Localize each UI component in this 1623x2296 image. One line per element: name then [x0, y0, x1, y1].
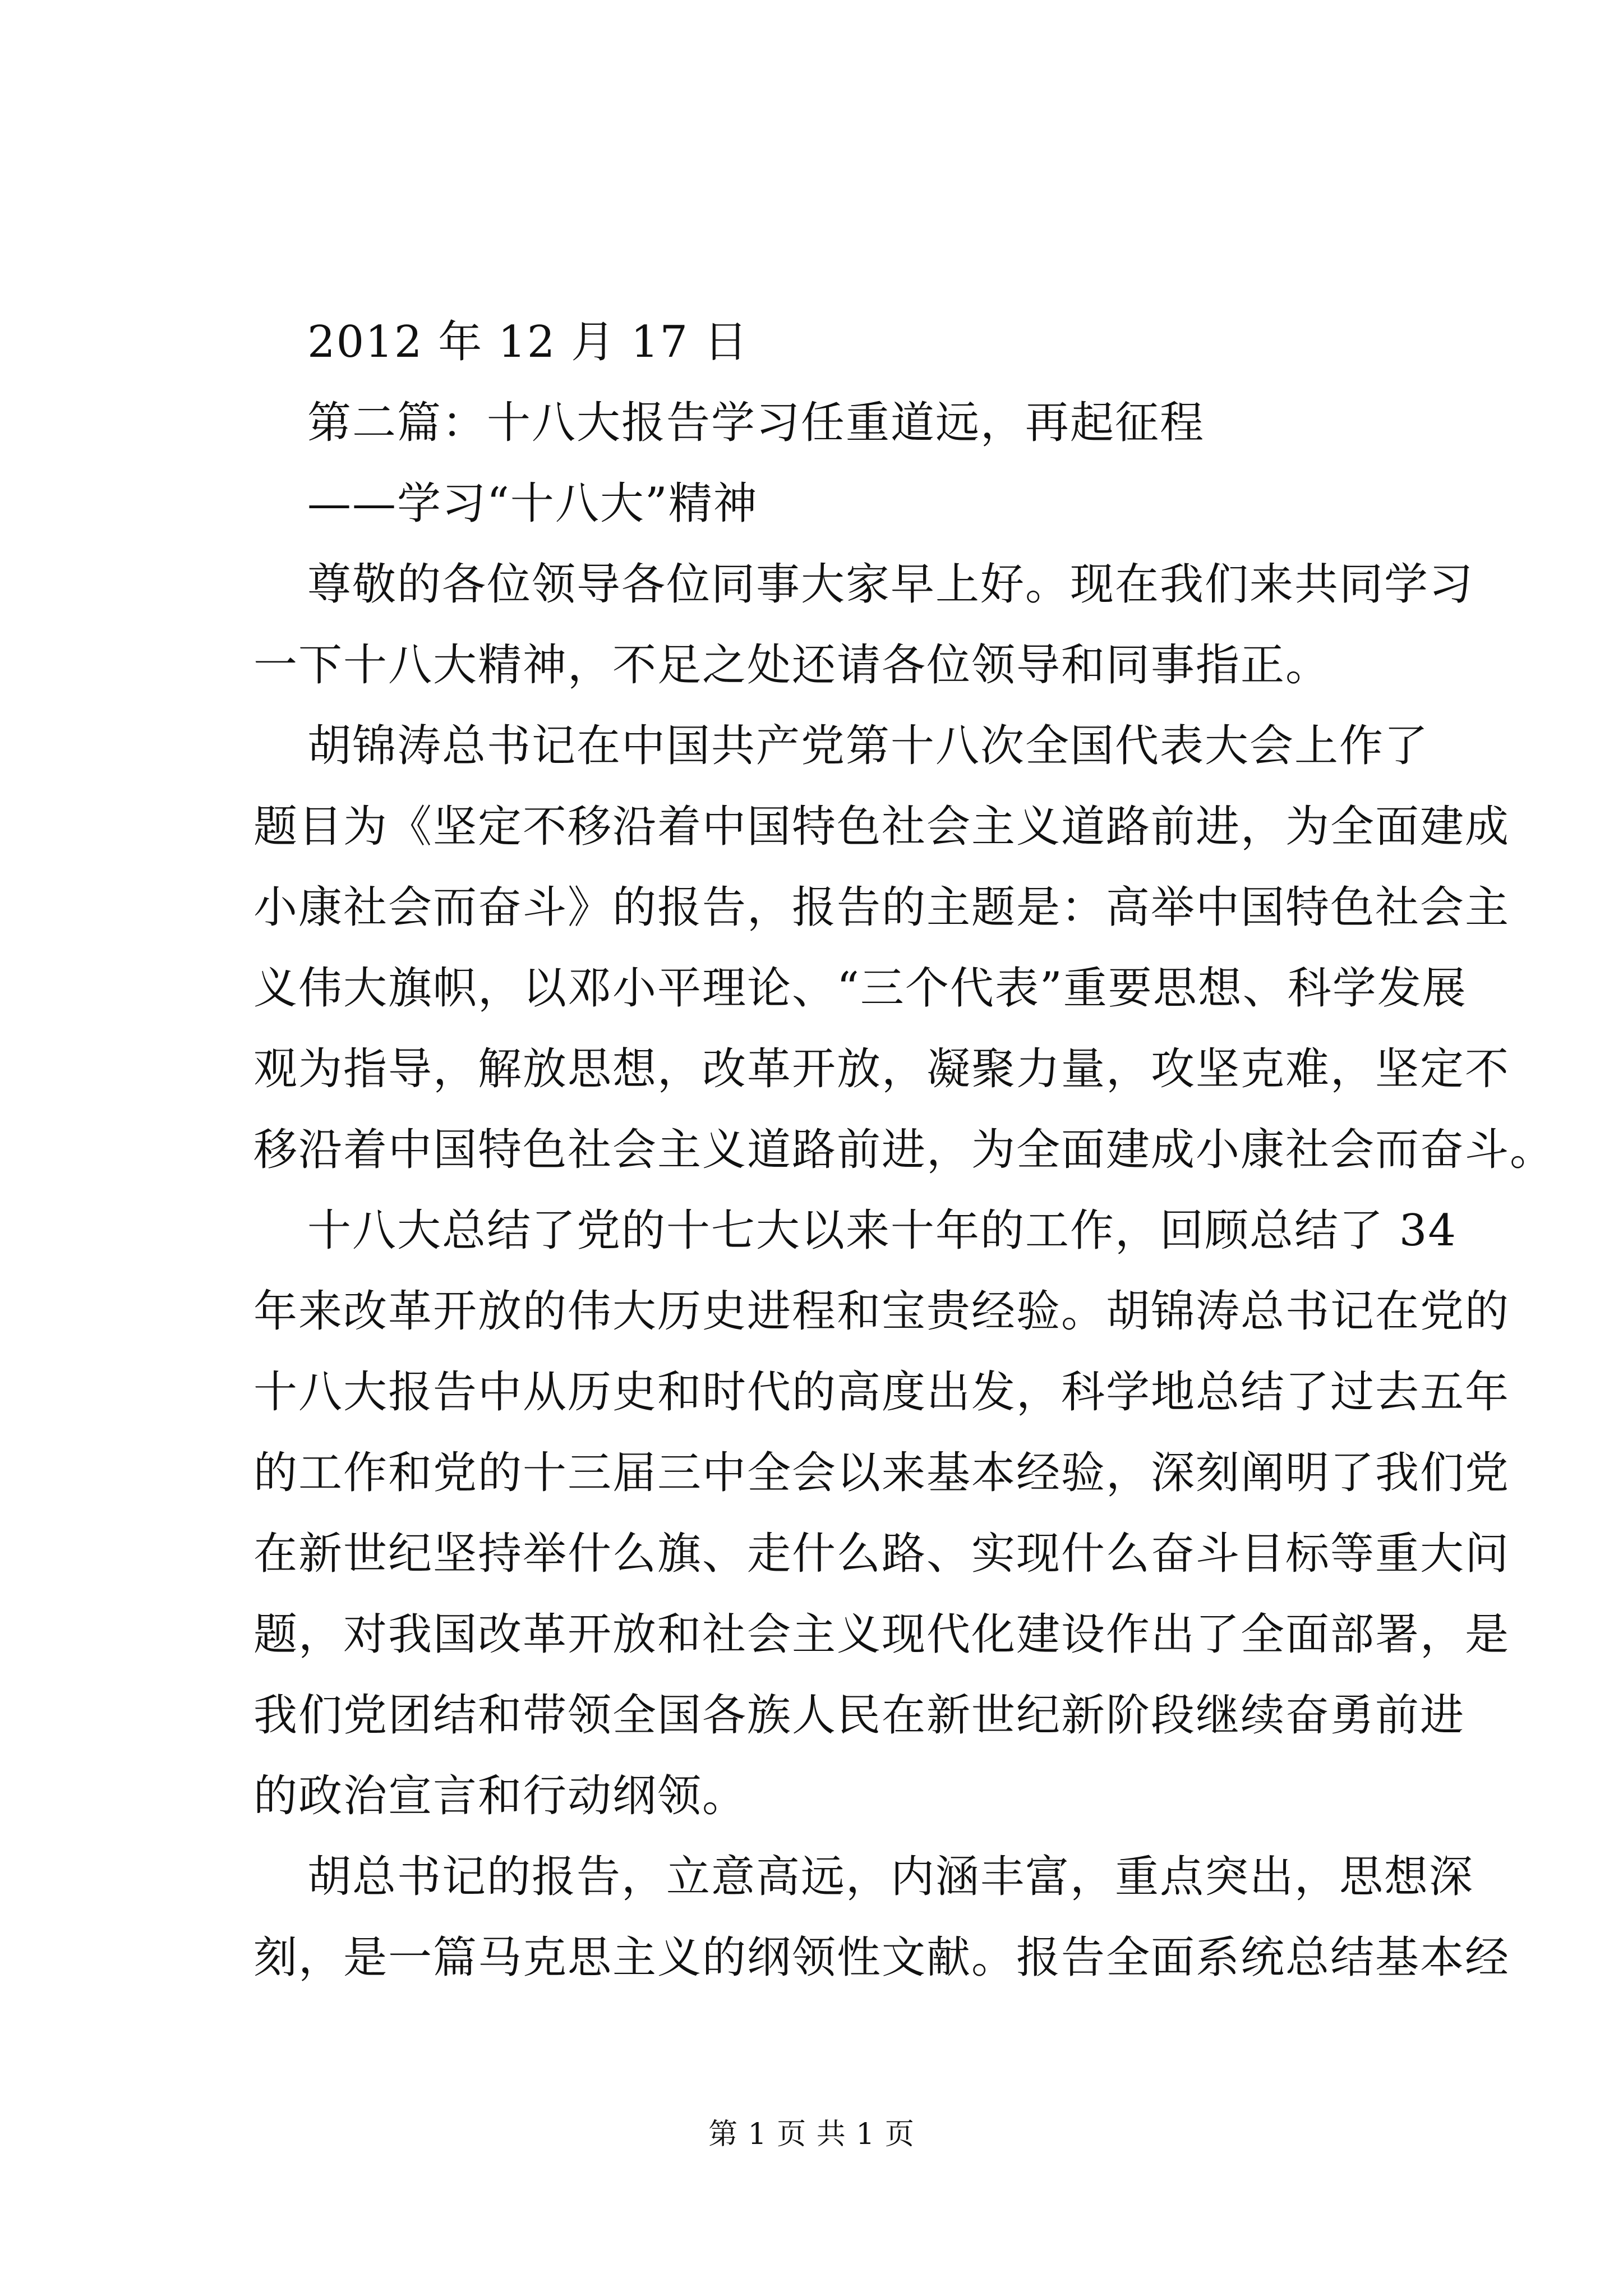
paragraph-line: 我们党团结和带领全国各族人民在新世纪新阶段继续奋勇前进	[253, 1690, 1465, 1741]
paragraph-line: 题目为《坚定不移沿着中国特色社会主义道路前进，为全面建成	[253, 802, 1510, 852]
paragraph-line: 胡总书记的报告，立意高远，内涵丰富，重点突出，思想深	[307, 1852, 1474, 1902]
paragraph-line: 刻，是一篇马克思主义的纲领性文献。报告全面系统总结基本经	[253, 1932, 1510, 1983]
paragraph-line: 的政治宣言和行动纲领。	[253, 1771, 748, 1821]
paragraph-line: 一下十八大精神，不足之处还请各位领导和同事指正。	[253, 640, 1331, 691]
paragraph-line: 尊敬的各位领导各位同事大家早上好。现在我们来共同学习	[307, 559, 1474, 610]
document-body	[253, 302, 1555, 1998]
paragraph-line: 观为指导，解放思想，改革开放，凝聚力量，攻坚克难，坚定不	[253, 1044, 1510, 1094]
document-subtitle: ——学习“十八大”精神	[307, 478, 758, 529]
paragraph-line: 的工作和党的十三届三中全会以来基本经验，深刻阐明了我们党	[253, 1448, 1510, 1498]
paragraph-line: 移沿着中国特色社会主义道路前进，为全面建成小康社会而奋斗。	[253, 1125, 1555, 1175]
paragraph-line: 义伟大旗帜，以邓小平理论、“三个代表”重要思想、科学发展	[253, 963, 1467, 1014]
document-date: 2012 年 12 月 17 日	[307, 317, 749, 367]
page-footer: 第 1 页 共 1 页	[708, 2118, 915, 2151]
paragraph-line: 在新世纪坚持举什么旗、走什么路、实现什么奋斗目标等重大问	[253, 1529, 1510, 1579]
paragraph-line: 十八大报告中从历史和时代的高度出发，科学地总结了过去五年	[253, 1367, 1510, 1418]
paragraph-line: 十八大总结了党的十七大以来十年的工作，回顾总结了 34	[307, 1205, 1458, 1256]
paragraph-line: 题，对我国改革开放和社会主义现代化建设作出了全面部署，是	[253, 1609, 1510, 1660]
paragraph-line: 年来改革开放的伟大历史进程和宝贵经验。胡锦涛总书记在党的	[253, 1286, 1510, 1337]
paragraph-line: 小康社会而奋斗》的报告，报告的主题是：高举中国特色社会主	[253, 882, 1510, 933]
paragraph-line: 胡锦涛总书记在中国共产党第十八次全国代表大会上作了	[307, 721, 1430, 771]
document-title: 第二篇：十八大报告学习任重道远，再起征程	[307, 398, 1205, 448]
